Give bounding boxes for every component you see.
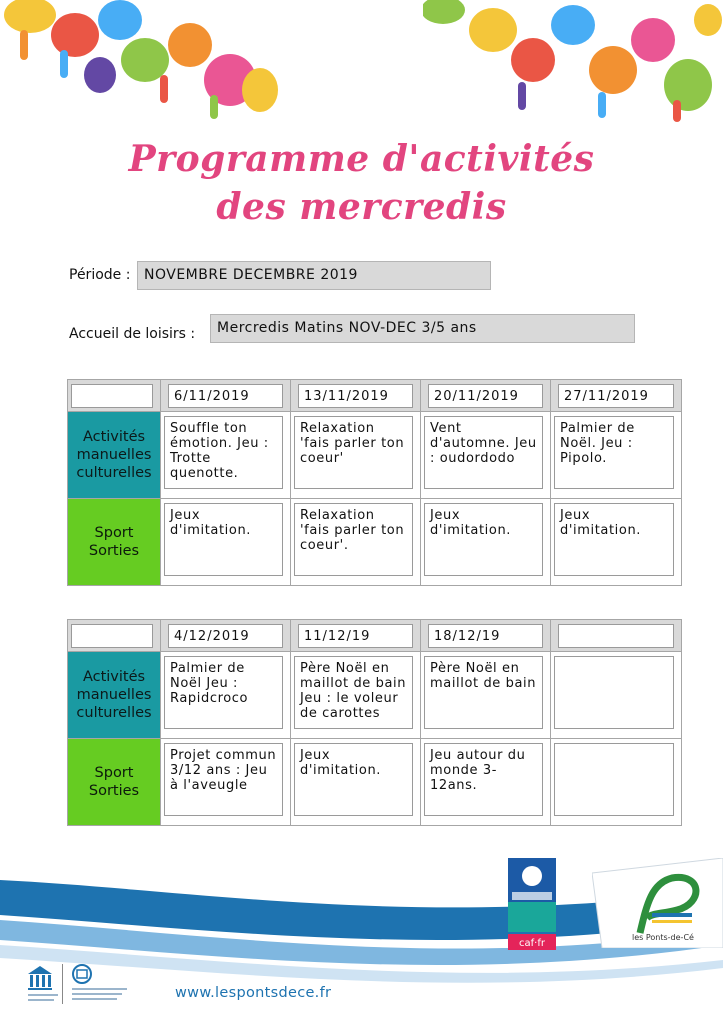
table-cell [551, 652, 682, 739]
unesco-logo [24, 956, 134, 1006]
sport-field[interactable] [554, 743, 674, 816]
schedule-table-december [67, 619, 682, 826]
page-title-line2: des mercredis [216, 186, 507, 228]
page-title-line1: Programme d'activités [128, 138, 595, 180]
painted-hands-decoration-right [423, 0, 723, 125]
date-field[interactable]: 20/11/2019 [428, 384, 543, 408]
table-cell [161, 499, 291, 586]
activity-field[interactable]: Souffle ton émotion. Jeu : Trotte quenotte. [164, 416, 283, 489]
sport-field[interactable]: Jeux d'imitation. [424, 503, 543, 576]
schedule-table-november [67, 379, 682, 586]
activity-field[interactable]: Vent d'automne. Jeu : oudordodo [424, 416, 543, 489]
date-header [421, 620, 551, 652]
corner-cell [68, 380, 161, 412]
category-activites: Activités manuelles culturelles [68, 412, 161, 499]
sport-field[interactable]: Jeux d'imitation. [164, 503, 283, 576]
category-sport: Sport Sorties [68, 499, 161, 586]
ponts-text: les Ponts-de-Cé [632, 933, 694, 942]
sport-field[interactable]: Projet commun 3/12 ans : Jeu à l'aveugle [164, 743, 283, 816]
table-cell [161, 412, 291, 499]
activity-field[interactable]: Relaxation 'fais parler ton coeur' [294, 416, 413, 489]
table-cell [551, 739, 682, 826]
category-sport: Sport Sorties [68, 739, 161, 826]
table-cell [161, 739, 291, 826]
date-field[interactable]: 4/12/2019 [168, 624, 283, 648]
date-field[interactable]: 11/12/19 [298, 624, 413, 648]
table-cell [421, 412, 551, 499]
table-cell [551, 412, 682, 499]
caf-logo [508, 858, 556, 956]
date-header [161, 380, 291, 412]
table-cell [291, 412, 421, 499]
date-header [421, 380, 551, 412]
sport-field[interactable]: Jeux d'imitation. [294, 743, 413, 816]
table-cell [161, 652, 291, 739]
date-field[interactable]: 27/11/2019 [558, 384, 674, 408]
category-activites: Activités manuelles culturelles [68, 652, 161, 739]
table-cell [291, 499, 421, 586]
caf-text: caf·fr [519, 938, 545, 949]
accueil-field[interactable]: Mercredis Matins NOV-DEC 3/5 ans [210, 314, 635, 343]
periode-label: Période : [69, 267, 131, 283]
table-cell [291, 739, 421, 826]
activity-field[interactable]: Palmier de Noël. Jeu : Pipolo. [554, 416, 674, 489]
date-header [551, 620, 682, 652]
accueil-label: Accueil de loisirs : [69, 326, 196, 342]
date-header [161, 620, 291, 652]
painted-hands-decoration-left [0, 0, 300, 125]
date-header [551, 380, 682, 412]
date-field[interactable]: 6/11/2019 [168, 384, 283, 408]
date-header [291, 380, 421, 412]
website-link[interactable]: www.lespontsdece.fr [175, 985, 332, 1001]
date-field[interactable]: 13/11/2019 [298, 384, 413, 408]
date-header [291, 620, 421, 652]
activity-field[interactable] [554, 656, 674, 729]
activity-field[interactable]: Père Noël en maillot de bain [424, 656, 543, 729]
table-cell [291, 652, 421, 739]
activity-field[interactable]: Père Noël en maillot de bain Jeu : le voleur de carottes [294, 656, 413, 729]
table-cell [421, 739, 551, 826]
date-field[interactable] [558, 624, 674, 648]
les-ponts-de-ce-logo [592, 858, 723, 948]
table-cell [551, 499, 682, 586]
sport-field[interactable]: Relaxation 'fais parler ton coeur'. [294, 503, 413, 576]
sport-field[interactable]: Jeu autour du monde 3-12ans. [424, 743, 543, 816]
periode-field[interactable]: NOVEMBRE DECEMBRE 2019 [137, 261, 491, 290]
sport-field[interactable]: Jeux d'imitation. [554, 503, 674, 576]
date-field[interactable]: 18/12/19 [428, 624, 543, 648]
table-cell [421, 499, 551, 586]
activity-field[interactable]: Palmier de Noël Jeu : Rapidcroco [164, 656, 283, 729]
corner-cell [68, 620, 161, 652]
table-cell [421, 652, 551, 739]
